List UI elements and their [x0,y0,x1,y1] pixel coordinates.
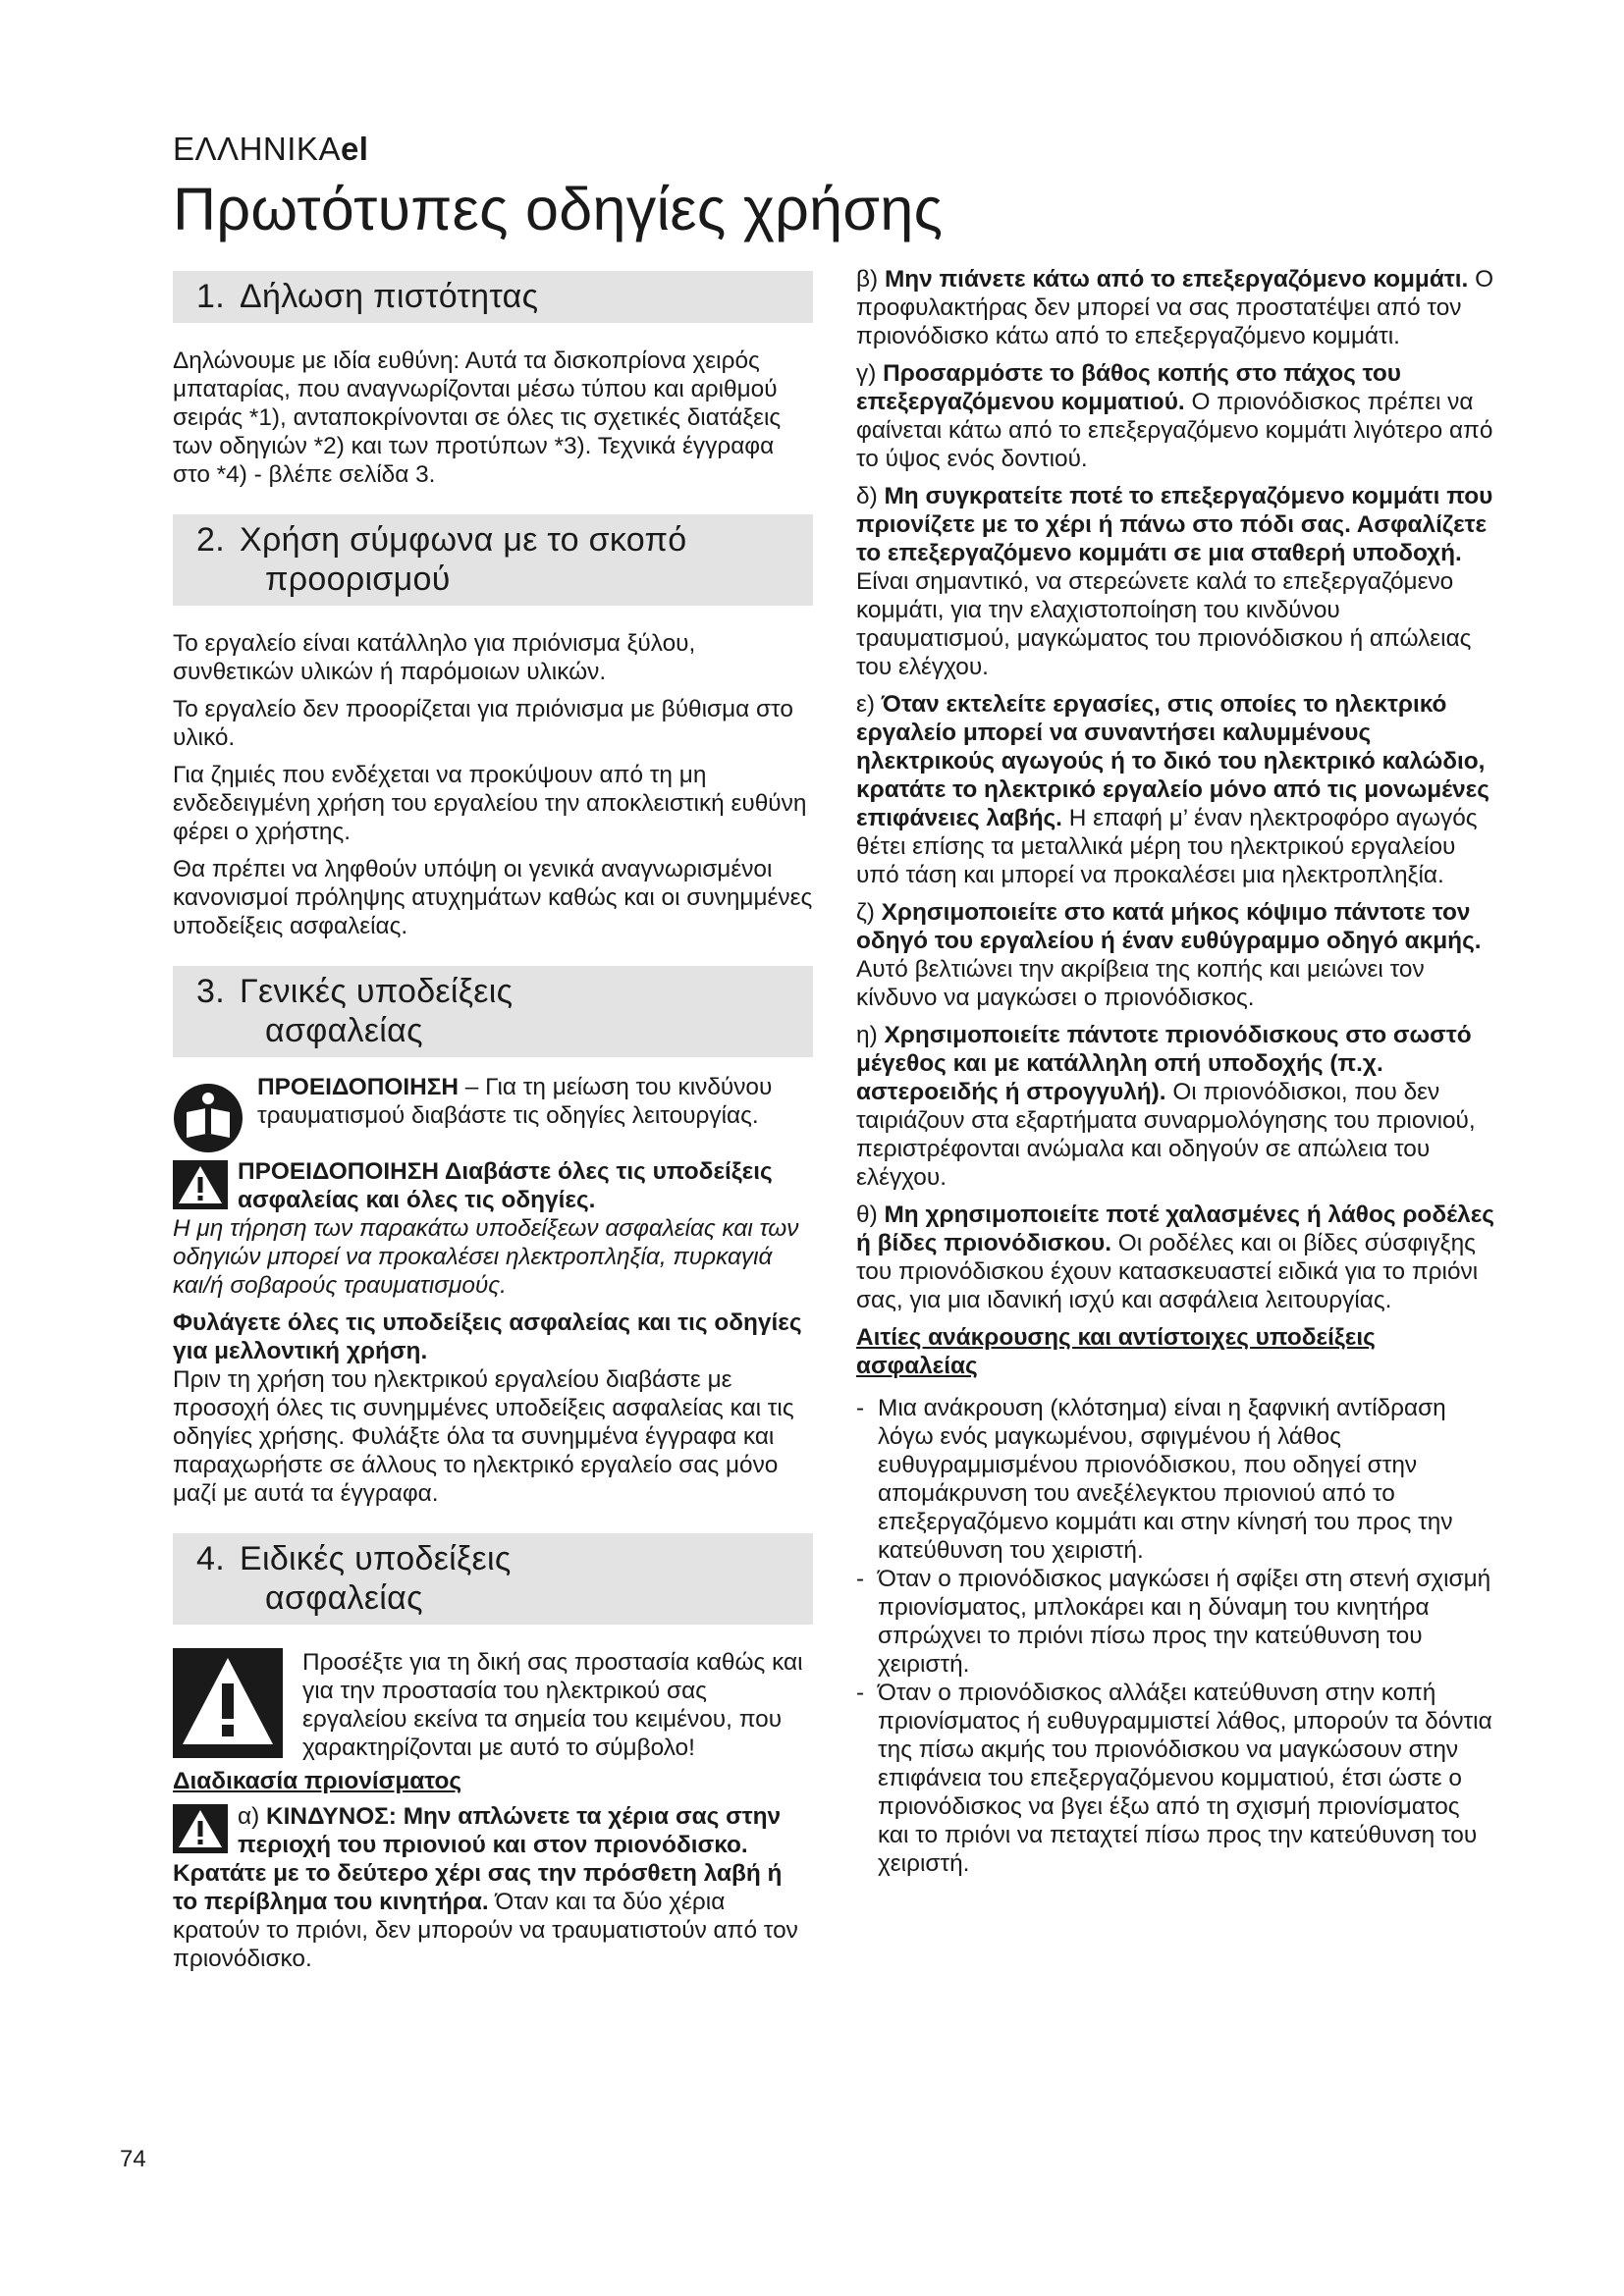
left-column [173,265,813,1973]
kickback-item: - Μια ανάκρουση (κλότσημα) είναι η ξαφνική αντίδραση λόγω ενός μαγκωμένου, σφιγμένου ή λάθος ευθυγραμμισμένου πριονόδισκου, που οδηγεί στην απομάκρυνση του ανεξέλεγκτου πριονιού από το επεξεργαζόμενο κομμάτι και στην κίνησή του προς την κατεύθυνση του χειριστή. [856,1395,1453,1564]
right-column [856,265,1494,1878]
safety-item: β) Μην πιάνετε κάτω από το επεξεργαζόμενο κομμάτι. Ο προφυλακτήρας δεν μπορεί να σας προστατέψει από τον πριονόδισκο κάτω από το επεξεργαζόμενο κομμάτι. [856,266,1494,349]
language-label: ΕΛΛΗΝΙΚΑel [173,131,369,167]
danger-triangle-icon [173,1804,228,1853]
safety-item: γ) Προσαρμόστε το βάθος κοπής στο πάχος του επεξεργαζόμενου κομματιού. Ο πριονόδισκος πρέπει να φαίνεται κάτω από το επεξεργαζόμενο κομμάτι λιγότερο από το ύψος ενός δοντιού. [856,360,1493,472]
section-4-heading: 4. Ειδικές υποδείξεις ασφαλείας [173,1533,813,1625]
page-number: 74 [120,2146,146,2172]
safety-items-list [856,265,1494,1314]
read-manual-warning: ΠΡΟΕΙΔΟΠΟΙΗΣΗ – Για τη μείωση του κινδύνου τραυματισμού διαβάστε τις οδηγίες λειτουργίας. [173,1073,813,1153]
intended-use-p1: Το εργαλείο είναι κατάλληλο για πριόνισμα ξύλου, συνθετικών υλικών ή παρόμοιων υλικών. [173,630,696,685]
intended-use-p2: Το εργαλείο δεν προορίζεται για πριόνισμα με βύθισμα στο υλικό. [173,696,793,751]
kickback-item: - Όταν ο πριονόδισκος μαγκώσει ή σφίξει στη στενή σχισμή πριονίσματος, μπλοκάρει και η δύναμη του κινητήρα σπρώχνει το πριόνι πίσω προς την κατεύθυνση του χειριστή. [856,1566,1491,1678]
keep-instructions-heading: Φυλάγετε όλες τις υποδείξεις ασφαλείας και τις οδηγίες για μελλοντική χρήση. [173,1309,802,1364]
intended-use-p3: Για ζημιές που ενδέχεται να προκύψουν από τη μη ενδεδειγμένη χρήση του εργαλείου την αποκλειστική ευθύνη φέρει ο χρήστης. [173,762,807,845]
item-a: α) ΚΙΝΔΥΝΟΣ: Μην απλώνετε τα χέρια σας στην περιοχή του πριονιού και στον πριονόδισκο. Κρατάτε με το δεύτερο χέρι σας την πρόσθετη λαβή ή το περίβλημα του κινητήρα. Όταν και τα δύο χέρια κρατούν το πριόνι, δεν μπορούν να τραυματιστούν από τον πριονόδισκο. [173,1803,798,1972]
attention-triangle-icon [173,1648,283,1758]
kickback-list [856,1394,1494,1878]
keep-instructions-text: Πριν τη χρήση του ηλεκτρικού εργαλείου διαβάστε με προσοχή όλες τις συνημμένες υποδείξεις ασφαλείας και τις οδηγίες χρήσης. Φυλάξτε όλα τα συνημμένα έγγραφα και παραχωρήστε σε άλλους το ηλεκτρικό εργαλείο σας μόνο μαζί με αυτά τα έγγραφα. [173,1366,794,1507]
attention-note: Προσέξτε για τη δική σας προστασία καθώς και για την προστασία του ηλεκτρικού σας εργαλείου εκείνα τα σημεία του κειμένου, που χαρακτηρίζονται με αυτό το σύμβολο! [173,1648,813,1762]
safety-item: θ) Μη χρησιμοποιείτε ποτέ χαλασμένες ή λάθος ροδέλες ή βίδες πριονόδισκου. Οι ροδέλες και οι βίδες σύσφιγξης του πριονόδισκου έχουν κατασκευαστεί ειδικά για το πριόνι σας, για μια ιδανική ισχύ και ασφάλεια λειτουργίας. [856,1201,1494,1313]
sawing-procedure-heading: Διαδικασία πριονίσματος [173,1768,462,1794]
safety-item: η) Χρησιμοποιείτε πάντοτε πριονόδισκους στο σωστό μέγεθος και με κατάλληλη οπή υποδοχής (π.χ. αστεροειδής ή στρογγυλή). Οι πριονόδισκοι, που δεν ταιριάζουν στα εξαρτήματα συναρμολόγησης του πριονιού, περιστρέφονται ανώμαλα και οδηγούν σε απώλεια του ελέγχου. [856,1022,1476,1191]
safety-item: ε) Όταν εκτελείτε εργασίες, στις οποίες το ηλεκτρικό εργαλείο μπορεί να συναντήσει καλυμμένους ηλεκτρικούς αγωγούς ή το δικό του ηλεκτρικό καλώδιο, κρατάτε το ηλεκτρικό εργαλείο μόνο από τις μονωμένες επιφάνειες λαβής. Η επαφή μ’ έναν ηλεκτροφόρο αγωγός θέτει επίσης τα μεταλλικά μέρη του ηλεκτρικού εργαλείου υπό τάση και μπορεί να προκαλέσει μια ηλεκτροπληξία. [856,691,1489,888]
kickback-heading: Αιτίες ανάκρουσης και αντίστοιχες υποδείξεις ασφαλείας [856,1324,1376,1379]
general-warning: ΠΡΟΕΙΔΟΠΟΙΗΣΗ Διαβάστε όλες τις υποδείξεις ασφαλείας και όλες τις οδηγίες. Η μη τήρηση των παρακάτω υποδείξεων ασφαλείας και των οδηγιών μπορεί να προκαλέσει ηλεκτροπληξία, πυρκαγιά και/ή σοβαρούς τραυματισμούς. [173,1158,799,1299]
section-3-heading: 3. Γενικές υποδείξεις ασφαλείας [173,966,813,1057]
section-2-heading: 2. Χρήση σύμφωνα με το σκοπό προορισμού [173,514,813,606]
intended-use-p4: Θα πρέπει να ληφθούν υπόψη οι γενικά αναγνωρισμένοι κανονισμοί πρόληψης ατυχημάτων καθώς και οι συνημμένες υποδείξεις ασφαλείας. [173,856,813,939]
warning-triangle-icon [173,1160,228,1209]
read-manual-icon [173,1083,244,1153]
declaration-text: Δηλώνουμε με ιδία ευθύνη: Αυτά τα δισκοπρίονα χειρός μπαταρίας, που αναγνωρίζονται μέσω τύπου και αριθμού σειράς *1), ανταποκρίνονται σε όλες τις σχετικές διατάξεις των οδηγιών *2) και των προτύπων *3). Τεχνικά έγγραφα στο *4) - βλέπε σελίδα 3. [173,347,782,488]
safety-item: δ) Μη συγκρατείτε ποτέ το επεξεργαζόμενο κομμάτι που πριονίζετε με το χέρι ή πάνω στο πόδι σας. Ασφαλίζετε το επεξεργαζόμενο κομμάτι σε μια σταθερή υποδοχή. Είναι σημαντικό, να στερεώνετε καλά το επεξεργαζόμενο κομμάτι, για την ελαχιστοποίηση του κινδύνου τραυματισμού, μαγκώματος του πριονόδισκου ή απώλειας του ελέγχου. [856,483,1493,680]
kickback-item: - Όταν ο πριονόδισκος αλλάξει κατεύθυνση στην κοπή πριονίσματος ή ευθυγραμμιστεί λάθος, μπορούν τα δόντια της πίσω ακμής του πριονόδισκου να μαγκώσουν στην επιφάνεια του επεξεργαζόμενου κομματιού, έτσι ώστε ο πριονόδισκος να βγει έξω από τη σχισμή πριονίσματος και το πριόνι να πεταχτεί πίσω προς την κατεύθυνση του χειριστή. [856,1680,1492,1877]
section-1-heading: 1. Δήλωση πιστότητας [173,271,813,323]
page-title: Πρωτότυπες οδηγίες χρήσης [173,176,944,242]
safety-item: ζ) Χρησιμοποιείτε στο κατά μήκος κόψιμο πάντοτε τον οδηγό του εργαλείου ή έναν ευθύγραμμο οδηγό ακμής. Αυτό βελτιώνει την ακρίβεια της κοπής και μειώνει τον κίνδυνο να μαγκώσει ο πριονόδισκος. [856,899,1482,1011]
